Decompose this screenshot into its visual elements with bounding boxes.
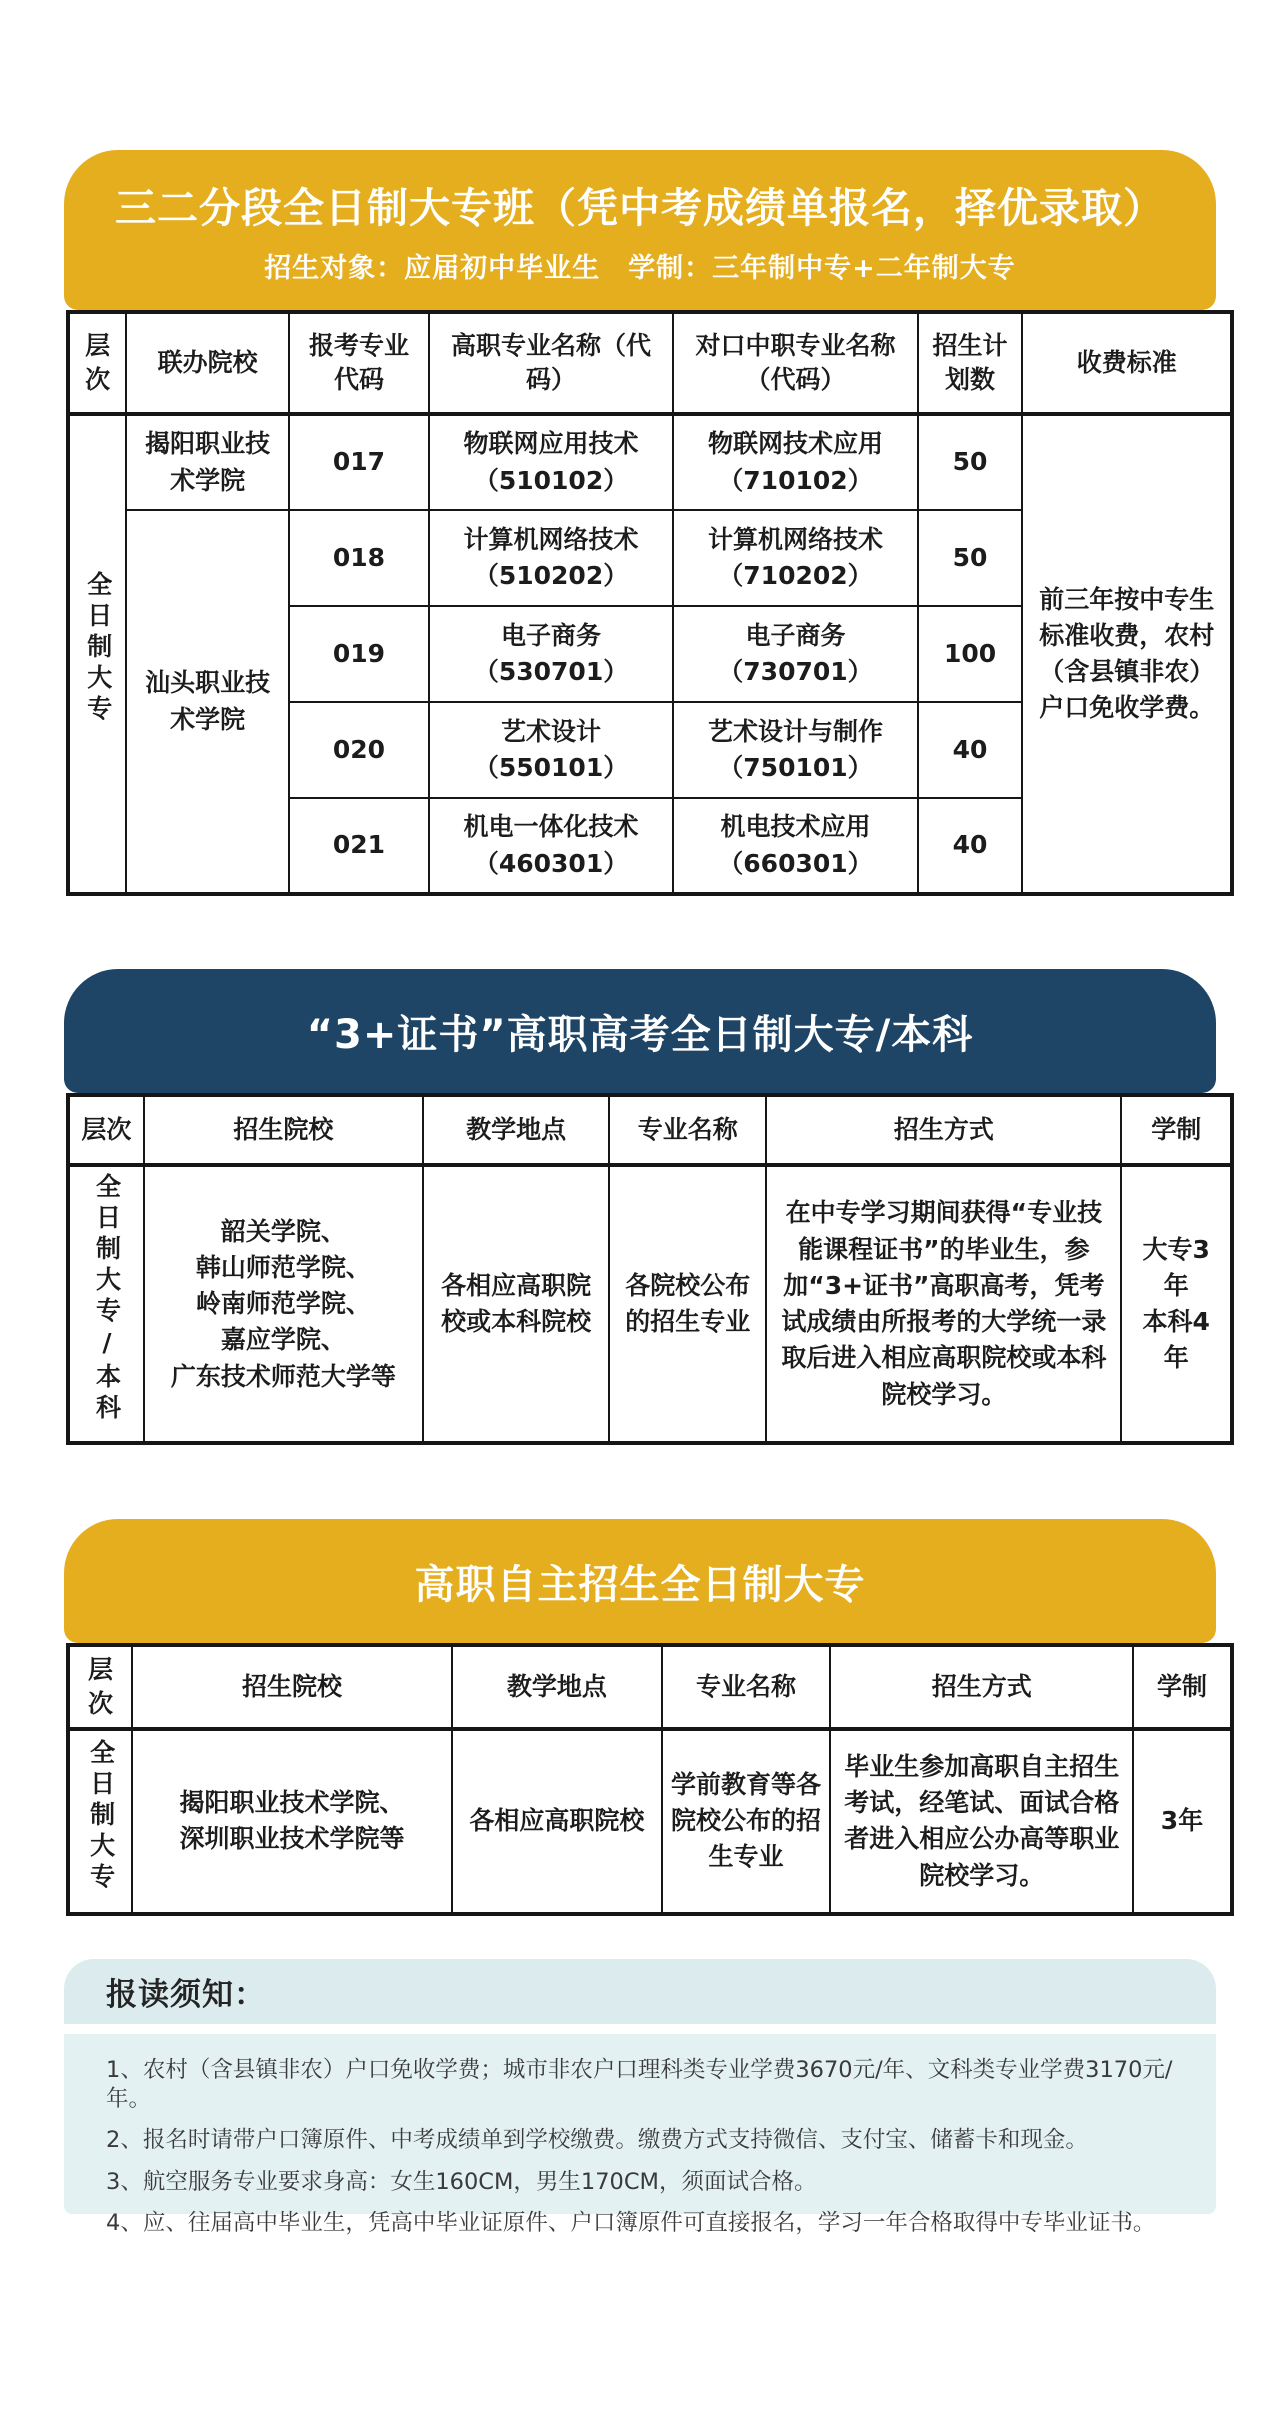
col-header-major: 专业名称 bbox=[609, 1095, 766, 1165]
section3-header-row bbox=[68, 1645, 1232, 1729]
col-header-duration: 学制 bbox=[1121, 1095, 1232, 1165]
college-major-name: 电子商务 bbox=[501, 620, 602, 650]
section1-banner-title: 三二分段全日制大专班（凭中考成绩单报名，择优录取） bbox=[115, 184, 1165, 232]
col-header-location: 教学地点 bbox=[423, 1095, 609, 1165]
section2-banner-title: “3+证书”高职高考全日制大专/本科 bbox=[306, 1011, 974, 1058]
section3-table bbox=[66, 1643, 1234, 1916]
college-major-code: （510202） bbox=[473, 561, 629, 590]
section1-header-row bbox=[68, 312, 1232, 414]
section2-banner bbox=[64, 969, 1216, 1093]
section1-table bbox=[66, 310, 1234, 896]
duration-line: 大专3年 bbox=[1142, 1234, 1210, 1300]
notice-item: 2、报名时请带户口簿原件、中考成绩单到学校缴费。缴费方式支持微信、支付宝、储蓄卡和现金。 bbox=[106, 2127, 1088, 2154]
notice-body bbox=[64, 2034, 1216, 2236]
colleges-cell bbox=[144, 1165, 423, 1443]
notice-item: 1、农村（含县镇非农）户口免收学费；城市非农户口理科类专业学费3670元/年、文科类专业学费3170元/年。 bbox=[106, 2056, 1173, 2112]
college-major-code: （550101） bbox=[473, 753, 629, 782]
section2-table bbox=[66, 1093, 1234, 1445]
section1-banner bbox=[64, 150, 1216, 310]
table-row bbox=[68, 1729, 1232, 1914]
level-cell bbox=[68, 1165, 144, 1443]
col-header-major: 专业名称 bbox=[662, 1645, 831, 1729]
college-major-cell bbox=[429, 606, 673, 702]
college-major-name: 艺术设计 bbox=[501, 716, 602, 746]
major-code-cell: 020 bbox=[289, 702, 429, 798]
secondary-major-code: （710102） bbox=[718, 465, 873, 495]
notice-header bbox=[64, 1959, 1216, 2024]
col-header-plan-count: 招生计划数 bbox=[918, 312, 1023, 414]
secondary-major-cell bbox=[673, 798, 917, 894]
secondary-major-name: 电子商务 bbox=[745, 620, 846, 650]
method-cell: 在中专学习期间获得“专业技能课程证书”的毕业生，参加“3+证书”高职高考，凭考试成绩由所报考的大学统一录取后进入相应高职院校或本科院校学习。 bbox=[766, 1165, 1121, 1443]
fee-note-cell: 前三年按中专生标准收费，农村（含县镇非农）户口免收学费。 bbox=[1022, 414, 1232, 894]
major-code-cell: 018 bbox=[289, 510, 429, 606]
college-major-cell bbox=[429, 414, 673, 510]
location-cell: 各相应高职院校 bbox=[452, 1729, 662, 1914]
section1-banner-subtitle: 招生对象：应届初中毕业生 学制：三年制中专+二年制大专 bbox=[264, 253, 1016, 284]
college-major-code: （530701） bbox=[473, 657, 629, 686]
plan-count-cell: 50 bbox=[918, 510, 1023, 606]
college-line: 岭南师范学院、 bbox=[195, 1289, 371, 1318]
secondary-major-cell bbox=[673, 414, 917, 510]
section2-header-row bbox=[68, 1095, 1232, 1165]
col-header-duration: 学制 bbox=[1133, 1645, 1232, 1729]
col-header-method: 招生方式 bbox=[830, 1645, 1133, 1729]
college-major-name: 物联网应用技术 bbox=[463, 429, 639, 459]
table-row bbox=[68, 414, 1232, 510]
duration-cell bbox=[1121, 1165, 1232, 1443]
col-header-secondary-major: 对口中职专业名称（代码） bbox=[673, 312, 917, 414]
col-header-level: 层次 bbox=[68, 1095, 144, 1165]
section3-banner bbox=[64, 1519, 1216, 1643]
college-major-code: （460301） bbox=[473, 848, 629, 878]
college-line: 嘉应学院、 bbox=[220, 1325, 346, 1355]
plan-count-cell: 100 bbox=[918, 606, 1023, 702]
secondary-major-name: 计算机网络技术 bbox=[707, 524, 883, 554]
notice-item: 4、应、往届高中毕业生，凭高中毕业证原件、户口簿原件可直接报名，学习一年合格取得中专毕业证书。 bbox=[106, 2209, 1156, 2236]
col-header-colleges: 招生院校 bbox=[132, 1645, 452, 1729]
secondary-major-code: （750101） bbox=[718, 753, 873, 782]
partner-school-cell: 揭阳职业技术学院 bbox=[126, 414, 289, 510]
college-line: 广东技术师范大学等 bbox=[170, 1361, 396, 1391]
level-cell bbox=[68, 1729, 132, 1914]
level-cell bbox=[68, 414, 126, 894]
college-major-code: （510102） bbox=[473, 465, 629, 495]
method-cell: 毕业生参加高职自主招生考试，经笔试、面试合格者进入相应公办高等职业院校学习。 bbox=[830, 1729, 1133, 1914]
secondary-major-code: （730701） bbox=[718, 657, 873, 686]
major-code-cell: 019 bbox=[289, 606, 429, 702]
major-cell: 各院校公布的招生专业 bbox=[609, 1165, 766, 1443]
major-cell: 学前教育等各院校公布的招生专业 bbox=[662, 1729, 831, 1914]
col-header-method: 招生方式 bbox=[766, 1095, 1121, 1165]
col-header-level: 层次 bbox=[68, 312, 126, 414]
major-code-cell: 021 bbox=[289, 798, 429, 894]
notice-title: 报读须知： bbox=[106, 1976, 266, 2013]
partner-school-cell: 汕头职业技术学院 bbox=[126, 510, 289, 894]
college-major-name: 计算机网络技术 bbox=[463, 524, 639, 554]
college-line: 韩山师范学院、 bbox=[195, 1252, 371, 1282]
secondary-major-code: （710202） bbox=[718, 561, 873, 590]
col-header-level: 层次 bbox=[68, 1645, 132, 1729]
college-major-cell bbox=[429, 510, 673, 606]
college-line: 韶关学院、 bbox=[220, 1216, 346, 1246]
col-header-fee: 收费标准 bbox=[1022, 312, 1232, 414]
plan-count-cell: 40 bbox=[918, 798, 1023, 894]
secondary-major-cell bbox=[673, 606, 917, 702]
col-header-colleges: 招生院校 bbox=[144, 1095, 423, 1165]
duration-line: 本科4年 bbox=[1142, 1307, 1210, 1373]
secondary-major-cell bbox=[673, 702, 917, 798]
college-major-cell bbox=[429, 798, 673, 894]
section3-banner-title: 高职自主招生全日制大专 bbox=[414, 1561, 866, 1608]
secondary-major-name: 机电技术应用 bbox=[720, 812, 871, 842]
location-cell: 各相应高职院校或本科院校 bbox=[423, 1165, 609, 1443]
plan-count-cell: 50 bbox=[918, 414, 1023, 510]
college-major-cell bbox=[429, 702, 673, 798]
level-text: 全日制大专 bbox=[83, 571, 113, 727]
college-line: 深圳职业技术学院等 bbox=[179, 1824, 405, 1854]
college-line: 揭阳职业技术学院、 bbox=[179, 1788, 405, 1817]
secondary-major-name: 物联网技术应用 bbox=[707, 429, 883, 459]
table-row bbox=[68, 1165, 1232, 1443]
plan-count-cell: 40 bbox=[918, 702, 1023, 798]
level-text: 全日制大专/本科 bbox=[92, 1173, 122, 1425]
college-major-name: 机电一体化技术 bbox=[463, 812, 639, 842]
col-header-partner-school: 联办院校 bbox=[126, 312, 289, 414]
col-header-location: 教学地点 bbox=[452, 1645, 662, 1729]
level-text: 全日制大专 bbox=[86, 1738, 116, 1894]
duration-cell: 3年 bbox=[1133, 1729, 1232, 1914]
secondary-major-name: 艺术设计与制作 bbox=[707, 716, 883, 746]
col-header-major-code: 报考专业代码 bbox=[289, 312, 429, 414]
notice-item: 3、航空服务专业要求身高：女生160CM，男生170CM，须面试合格。 bbox=[106, 2168, 817, 2195]
secondary-major-code: （660301） bbox=[718, 848, 873, 878]
secondary-major-cell bbox=[673, 510, 917, 606]
major-code-cell: 017 bbox=[289, 414, 429, 510]
colleges-cell bbox=[132, 1729, 452, 1914]
col-header-college-major: 高职专业名称（代码） bbox=[429, 312, 673, 414]
